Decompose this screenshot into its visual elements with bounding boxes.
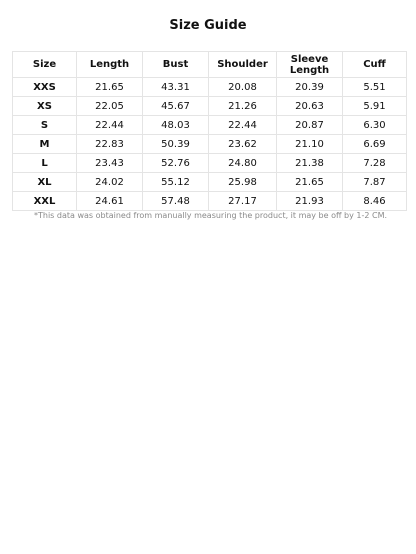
size-cell: XS: [13, 97, 77, 116]
bust-cell: 45.67: [143, 97, 209, 116]
size-cell: XXS: [13, 78, 77, 97]
cuff-cell: 6.30: [343, 116, 407, 135]
table-header-row: [13, 52, 407, 78]
cuff-cell: 8.46: [343, 192, 407, 211]
shoulder-cell: 23.62: [209, 135, 277, 154]
column-header-sleeve-length: Sleeve Length: [277, 52, 343, 78]
bust-cell: 48.03: [143, 116, 209, 135]
size-cell: XL: [13, 173, 77, 192]
bust-cell: 50.39: [143, 135, 209, 154]
table-row: [13, 173, 407, 192]
table-row: [13, 192, 407, 211]
table-row: [13, 135, 407, 154]
shoulder-cell: 22.44: [209, 116, 277, 135]
sleeve-length-cell: 20.39: [277, 78, 343, 97]
column-header-length: Length: [77, 52, 143, 78]
column-header-size: Size: [13, 52, 77, 78]
size-guide-table: [12, 51, 407, 211]
table-row: [13, 116, 407, 135]
cuff-cell: 5.51: [343, 78, 407, 97]
length-cell: 23.43: [77, 154, 143, 173]
sleeve-length-cell: 21.93: [277, 192, 343, 211]
shoulder-cell: 24.80: [209, 154, 277, 173]
shoulder-cell: 20.08: [209, 78, 277, 97]
column-header-cuff: Cuff: [343, 52, 407, 78]
length-cell: 21.65: [77, 78, 143, 97]
length-cell: 24.02: [77, 173, 143, 192]
length-cell: 22.44: [77, 116, 143, 135]
shoulder-cell: 21.26: [209, 97, 277, 116]
sleeve-length-cell: 20.63: [277, 97, 343, 116]
length-cell: 24.61: [77, 192, 143, 211]
bust-cell: 52.76: [143, 154, 209, 173]
shoulder-cell: 27.17: [209, 192, 277, 211]
column-header-shoulder: Shoulder: [209, 52, 277, 78]
length-cell: 22.05: [77, 97, 143, 116]
sleeve-length-cell: 21.65: [277, 173, 343, 192]
cuff-cell: 6.69: [343, 135, 407, 154]
shoulder-cell: 25.98: [209, 173, 277, 192]
cuff-cell: 7.87: [343, 173, 407, 192]
bust-cell: 43.31: [143, 78, 209, 97]
cuff-cell: 7.28: [343, 154, 407, 173]
bust-cell: 55.12: [143, 173, 209, 192]
table-row: [13, 154, 407, 173]
cuff-cell: 5.91: [343, 97, 407, 116]
length-cell: 22.83: [77, 135, 143, 154]
size-cell: L: [13, 154, 77, 173]
sleeve-length-cell: 20.87: [277, 116, 343, 135]
sleeve-length-cell: 21.10: [277, 135, 343, 154]
size-cell: XXL: [13, 192, 77, 211]
table-row: [13, 78, 407, 97]
measurement-note: *This data was obtained from manually measuring the product, it may be off by 1-2 CM.: [34, 211, 388, 220]
page-title: Size Guide: [169, 18, 247, 33]
bust-cell: 57.48: [143, 192, 209, 211]
table-row: [13, 97, 407, 116]
size-cell: S: [13, 116, 77, 135]
sleeve-length-cell: 21.38: [277, 154, 343, 173]
size-cell: M: [13, 135, 77, 154]
column-header-bust: Bust: [143, 52, 209, 78]
